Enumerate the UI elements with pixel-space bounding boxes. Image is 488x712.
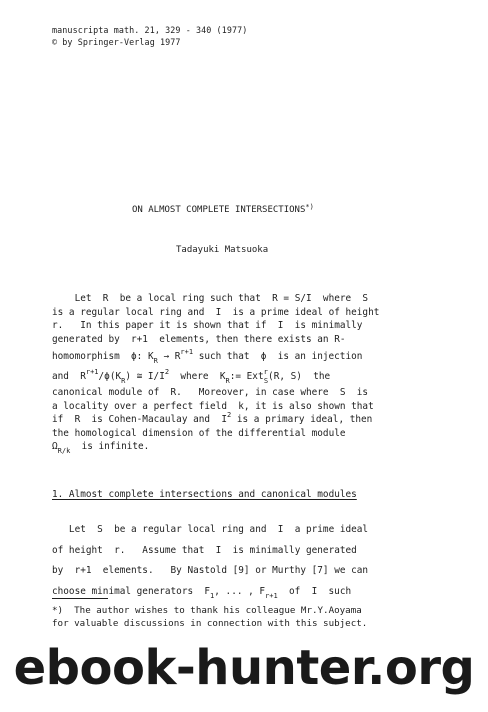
body-paragraph (52, 520, 452, 602)
body-line: of height r. Assume that I is minimally generated (52, 544, 357, 556)
math-text: ) ≅ I/I (125, 371, 165, 382)
math-text: , ... , F (214, 585, 266, 597)
watermark: ebook-hunter.org (13, 640, 475, 696)
abstract-line (52, 440, 442, 454)
math-superscript: r+1 (180, 348, 194, 356)
abstract-line: canonical module of R. Moreover, in case where S is (52, 387, 369, 398)
math-superscript: r+1 (85, 368, 99, 376)
section-heading: 1. Almost complete intersections and canonical modules (52, 489, 357, 500)
footnote-line: *) The author wishes to thank his colleague Mr.Y.Aoyama (52, 605, 362, 616)
math-text: /ϕ(K (98, 371, 122, 382)
abstract-line: generated by r+1 elements, then there exists an R- (52, 333, 346, 345)
abstract-line: is a regular local ring and I is a prime ideal of height (52, 306, 380, 318)
math-text: choose minimal generators F (52, 585, 211, 597)
math-subscript: r+1 (265, 591, 278, 600)
journal-header (52, 24, 247, 48)
copyright-line: © by Springer-Verlag 1977 (52, 37, 181, 47)
abstract-line: r. In this paper it is shown that if I is minimally (52, 320, 363, 331)
footnote-line: for valuable discussions in connection with this subject. (52, 618, 368, 629)
abstract (52, 292, 442, 454)
title-footnote-mark: *) (305, 203, 314, 211)
math-superscript: r (263, 368, 268, 376)
paper-title-text: ON ALMOST COMPLETE INTERSECTIONS (132, 205, 306, 215)
abstract-line: Let R be a local ring such that R = S/I where S (52, 293, 369, 304)
author-name: Tadayuki Matsuoka (176, 245, 269, 255)
math-text: homomorphism ϕ: K (52, 351, 154, 362)
math-subscript: R/k (57, 447, 71, 455)
abstract-line (52, 413, 442, 427)
math-text: := Ext (229, 371, 264, 382)
abstract-line (52, 366, 442, 386)
math-text: is infinite. (70, 441, 150, 452)
math-subscript: 1 (210, 591, 215, 600)
body-line (52, 582, 452, 603)
footnote (52, 604, 367, 630)
footnote-divider (52, 598, 108, 599)
math-text: such that ϕ is an injection (193, 351, 363, 362)
math-subscript: R (153, 357, 158, 365)
math-text: → R (157, 351, 181, 362)
math-subscript: S (263, 377, 269, 385)
math-subscript: R (121, 377, 126, 385)
math-text: is a primary ideal, then (231, 414, 373, 425)
math-text: of I such (277, 585, 352, 597)
math-superscript: 2 (164, 368, 170, 376)
math-text: Ω (52, 441, 58, 452)
body-line: Let S be a regular local ring and I a prime ideal (52, 524, 369, 535)
paper-title (132, 205, 314, 215)
journal-citation: manuscripta math. 21, 329 - 340 (1977) (52, 25, 248, 35)
abstract-line: the homological dimension of the differential module (52, 427, 346, 439)
abstract-line: a locality over a perfect field k, it is also shown that (52, 400, 374, 412)
math-text: and R (52, 371, 86, 382)
math-superscript: 2 (226, 411, 232, 419)
abstract-line (52, 346, 442, 366)
body-line: by r+1 elements. By Nastold [9] or Murthy [7] we can (52, 565, 369, 576)
math-text: (R, S) the (268, 371, 331, 382)
math-text: if R is Cohen-Macaulay and I (52, 414, 227, 425)
math-text: where K (169, 371, 226, 382)
math-subscript: R (225, 377, 230, 385)
